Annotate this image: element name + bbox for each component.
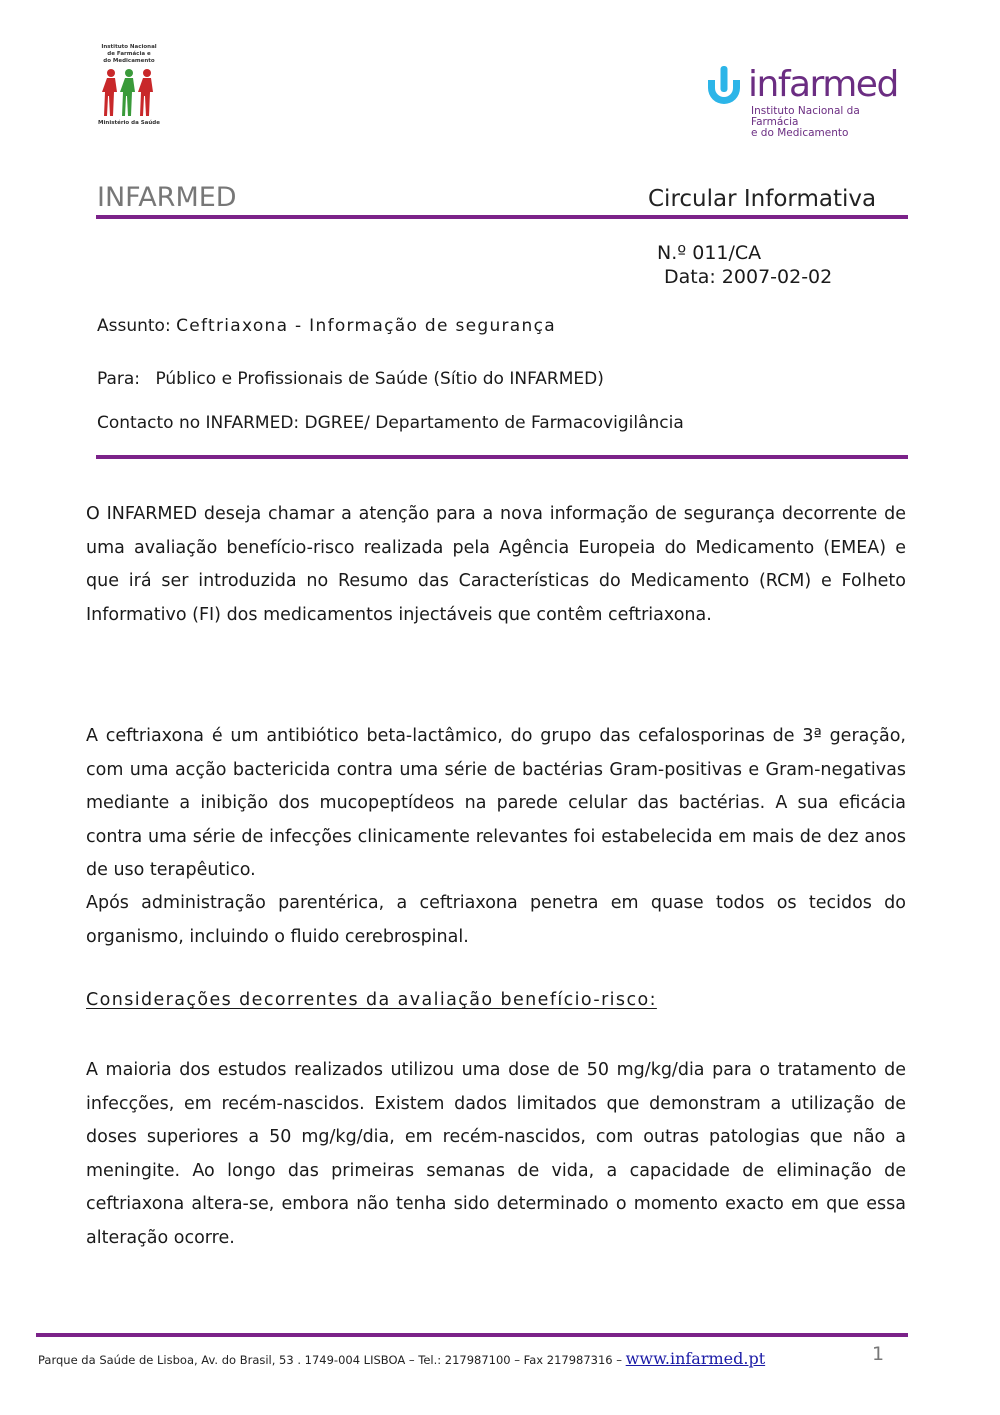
logo-left-ministry: Ministério da Saúde [98,120,160,126]
logo-left-line2: de Farmácia e [107,51,151,57]
circular-number: N.º 011/CA [657,242,762,264]
footer-address-text: Parque da Saúde de Lisboa, Av. do Brasil, 53 . 1749-004 LISBOA – Tel.: 217987100 – Fax 217987316 – [38,1353,626,1367]
paragraph-considerations: A maioria dos estudos realizados utilizou uma dose de 50 mg/kg/dia para o tratamento de infecções, em recém-nascidos. Existem dados limitados que demonstram a utilização de doses superiores a 50 mg/kg/dia, em recém-nascidos, com outras patologias que não a meningite. Ao longo das primeiras semanas de vida, a capacidade de eliminação de ceftriaxona altera-se, embora não tenha sido determinado o momento exacto em que essa alteração ocorre. [86,1060,906,1248]
ministry-logo [96,44,162,136]
meta-rule [96,455,908,459]
subject-label: Assunto: [97,316,171,336]
section-heading: Considerações decorrentes da avaliação benefício-risco: [86,990,657,1010]
infarmed-subtitle-line1: Instituto Nacional da Farmácia [751,105,860,128]
footer-rule [36,1333,908,1337]
infarmed-subtitle-line2: e do Medicamento [751,127,849,139]
subject-text: Ceftriaxona - Informação de segurança [176,316,556,336]
circular-date: Data: 2007-02-02 [664,266,833,288]
doc-type-title: Circular Informativa [648,186,877,212]
figures-icon [101,67,157,119]
org-title: INFARMED [97,182,237,213]
footer-address [38,1349,765,1368]
infarmed-logo [704,64,898,139]
recipient-text: Público e Profissionais de Saúde (Sítio do INFARMED) [155,369,604,389]
infarmed-logo-icon [704,66,746,108]
recipient-label: Para: [97,369,141,389]
paragraph-intro: O INFARMED deseja chamar a atenção para a nova informação de segurança decorrente de uma avaliação benefício-risco realizada pela Agência Europeia do Medicamento (EMEA) e que irá ser introduzida no Resumo das Características do Medicamento (RCM) e Folheto Informativo (FI) dos medicamentos injectáveis que contêm ceftriaxona. [86,504,906,625]
header-rule [96,215,908,219]
logo-left-line1: Instituto Nacional [101,44,157,50]
paragraph-administration: Após administração parentérica, a ceftriaxona penetra em quase todos os tecidos do organismo, incluindo o fluido cerebrospinal. [86,893,906,947]
logo-left-line3: do Medicamento [103,58,155,64]
infarmed-wordmark: infarmed [748,64,898,105]
recipient-line [97,369,604,389]
paragraph-description: A ceftriaxona é um antibiótico beta-lactâmico, do grupo das cefalosporinas de 3ª geração, com uma acção bactericida contra uma série de bactérias Gram-positivas e Gram-negativas mediante a inibição dos mucopeptídeos na parede celular das bactérias. A sua eficácia contra uma série de infecções clinicamente relevantes foi estabelecida em mais de dez anos de uso terapêutico. [86,726,906,880]
page-number: 1 [872,1343,885,1365]
contact-line: Contacto no INFARMED: DGREE/ Departamento de Farmacovigilância [97,413,684,433]
subject-line [97,316,556,336]
infarmed-subtitle [751,106,894,139]
footer-website-link[interactable]: www.infarmed.pt [625,1349,766,1368]
